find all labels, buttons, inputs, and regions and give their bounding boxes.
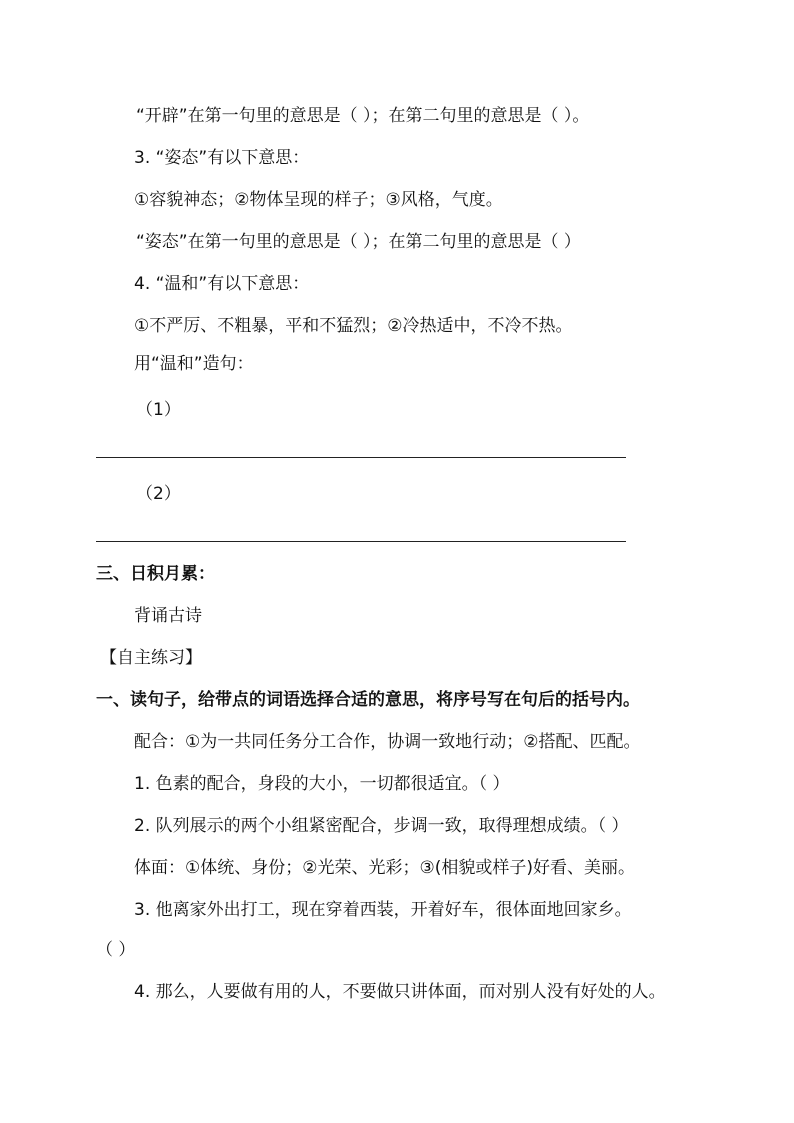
question-3-heading: 3. “姿态”有以下意思： [134,148,310,168]
answer-line-2 [96,541,626,542]
sentence-3: 3. 他离家外出打工，现在穿着西装，开着好车，很体面地回家乡。 [134,900,632,920]
question-4-options: ①不严厉、不粗暴，平和不猛烈；②冷热适中，不冷不热。 [134,316,573,336]
zitai-meaning-question: “姿态”在第一句里的意思是（ ）；在第二句里的意思是（ ） [136,232,581,252]
sentence-2: 2. 队列展示的两个小组紧密配合，步调一致，取得理想成绩。（ ） [134,816,629,836]
answer-line-1 [96,457,626,458]
peihe-definition: 配合：①为一共同任务分工合作，协调一致地行动；②搭配、匹配。 [134,732,641,752]
kaipi-meaning-question: “开辟”在第一句里的意思是（ ）；在第二句里的意思是（ ）。 [136,106,590,126]
make-sentence-prompt: 用“温和”造句： [134,354,254,374]
sentence-4: 4. 那么，人要做有用的人，不要做只讲体面，而对别人没有好处的人。 [134,982,666,1002]
sentence-1: 1. 色素的配合，身段的大小，一切都很适宜。（ ） [134,774,510,794]
section-3-title: 三、日积月累： [96,564,215,584]
question-3-options: ①容貌神态；②物体呈现的样子；③风格，气度。 [134,190,503,210]
part-1-instruction: 一、读句子，给带点的词语选择合适的意思，将序号写在句后的括号内。 [96,690,640,710]
blank-1-label: （1） [136,400,181,420]
sentence-3-answer-bracket: （ ） [96,940,136,960]
question-4-heading: 4. “温和”有以下意思： [134,274,310,294]
timian-definition: 体面：①体统、身份；②光荣、光彩；③(相貌或样子)好看、美丽。 [134,858,635,878]
self-practice-title: 【自主练习】 [100,648,202,668]
blank-2-label: （2） [136,484,181,504]
recite-poem-text: 背诵古诗 [134,606,202,626]
